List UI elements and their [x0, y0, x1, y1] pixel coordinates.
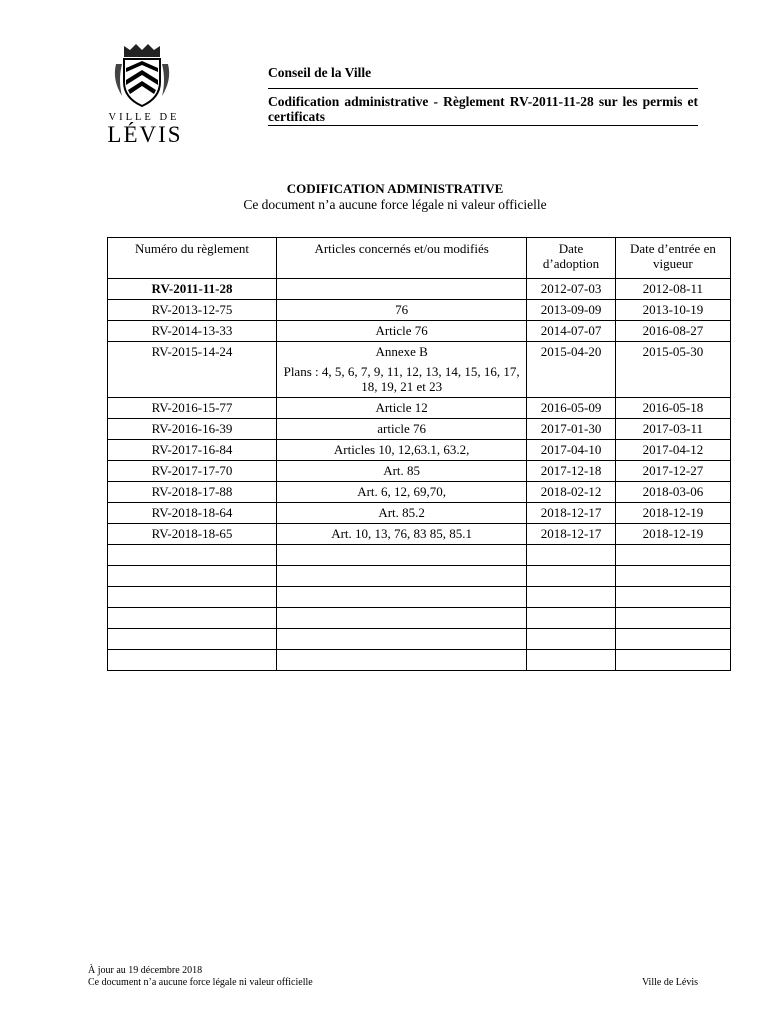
column-header: Date d’entrée en vigueur [615, 238, 730, 279]
regulation-number: RV-2017-16-84 [108, 440, 277, 461]
adoption-date: 2013-09-09 [527, 300, 616, 321]
coat-of-arms-icon [110, 44, 174, 112]
effective-date: 2018-12-19 [615, 524, 730, 545]
logo-line2: LÉVIS [107, 122, 183, 147]
city-logo [100, 44, 196, 148]
table-header-row [108, 238, 731, 279]
empty-cell [108, 608, 277, 629]
table-row [108, 398, 731, 419]
empty-cell [615, 650, 730, 671]
page-subtitle: Ce document n’a aucune force légale ni valeur officielle [243, 197, 547, 212]
empty-cell [615, 545, 730, 566]
effective-date: 2016-08-27 [615, 321, 730, 342]
effective-date: 2017-04-12 [615, 440, 730, 461]
empty-row [108, 587, 731, 608]
articles-text: Annexe B [375, 344, 428, 359]
articles-cell: article 76 [277, 419, 527, 440]
effective-date: 2017-03-11 [615, 419, 730, 440]
regulation-number: RV-2017-17-70 [108, 461, 277, 482]
table-row [108, 279, 731, 300]
empty-cell [277, 629, 527, 650]
footer-updated: À jour au 19 décembre 2018 [88, 965, 203, 976]
footer-org: Ville de Lévis [641, 977, 698, 988]
regulation-number: RV-2014-13-33 [108, 321, 277, 342]
articles-cell: Art. 85.2 [277, 503, 527, 524]
empty-row [108, 608, 731, 629]
adoption-date: 2017-01-30 [527, 419, 616, 440]
regulation-number: RV-2011-11-28 [108, 279, 277, 300]
empty-cell [108, 545, 277, 566]
empty-cell [527, 629, 616, 650]
effective-date: 2012-08-11 [615, 279, 730, 300]
effective-date: 2013-10-19 [615, 300, 730, 321]
table-row [108, 440, 731, 461]
articles-cell: Art. 10, 13, 76, 83 85, 85.1 [277, 524, 527, 545]
empty-cell [527, 608, 616, 629]
empty-cell [108, 587, 277, 608]
footer-disclaimer: Ce document n’a aucune force légale ni valeur officielle [88, 977, 313, 988]
header-rule [268, 88, 698, 89]
effective-date: 2015-05-30 [615, 342, 730, 398]
adoption-date: 2018-12-17 [527, 503, 616, 524]
table-row [108, 321, 731, 342]
empty-cell [615, 587, 730, 608]
empty-row [108, 650, 731, 671]
empty-cell [615, 629, 730, 650]
header-rule [268, 125, 698, 126]
column-header: Articles concernés et/ou modifiés [277, 238, 527, 279]
empty-cell [277, 650, 527, 671]
empty-cell [108, 566, 277, 587]
empty-cell [277, 608, 527, 629]
adoption-date: 2017-12-18 [527, 461, 616, 482]
table-row [108, 419, 731, 440]
adoption-date: 2015-04-20 [527, 342, 616, 398]
articles-cell: Articles 10, 12,63.1, 63.2, [277, 440, 527, 461]
table-row [108, 342, 731, 398]
adoption-date: 2018-02-12 [527, 482, 616, 503]
regulation-subject: Codification administrative - Règlement RV-2011-11-28 sur les permis et certificats [268, 94, 698, 124]
table-row [108, 461, 731, 482]
articles-cell: Art. 6, 12, 69,70, [277, 482, 527, 503]
effective-date: 2016-05-18 [615, 398, 730, 419]
regulation-number: RV-2018-18-65 [108, 524, 277, 545]
regulation-number: RV-2016-15-77 [108, 398, 277, 419]
table-row [108, 300, 731, 321]
regulation-number: RV-2018-17-88 [108, 482, 277, 503]
empty-cell [277, 545, 527, 566]
empty-cell [108, 650, 277, 671]
empty-cell [615, 608, 730, 629]
amendments-table [107, 237, 731, 671]
column-header: Date d’adoption [527, 238, 616, 279]
empty-cell [527, 566, 616, 587]
articles-cell [277, 279, 527, 300]
effective-date: 2018-03-06 [615, 482, 730, 503]
regulation-number: RV-2015-14-24 [108, 342, 277, 398]
articles-plans: Plans : 4, 5, 6, 7, 9, 11, 12, 13, 14, 15, 16, 17, 18, 19, 21 et 23 [283, 364, 520, 394]
council-name: Conseil de la Ville [268, 65, 372, 80]
articles-cell: Art. 85 [277, 461, 527, 482]
table-row [108, 482, 731, 503]
logo-line1: VILLE DE [108, 112, 180, 123]
document-header [268, 64, 698, 126]
column-header: Numéro du règlement [108, 238, 277, 279]
adoption-date: 2018-12-17 [527, 524, 616, 545]
table-row [108, 524, 731, 545]
effective-date: 2018-12-19 [615, 503, 730, 524]
page-title: CODIFICATION ADMINISTRATIVE [286, 181, 504, 196]
articles-cell: Article 12 [277, 398, 527, 419]
regulation-number: RV-2013-12-75 [108, 300, 277, 321]
empty-cell [527, 545, 616, 566]
empty-cell [277, 566, 527, 587]
articles-cell: 76 [277, 300, 527, 321]
page-footer [88, 965, 698, 989]
empty-row [108, 629, 731, 650]
articles-cell [277, 342, 527, 398]
effective-date: 2017-12-27 [615, 461, 730, 482]
empty-cell [615, 566, 730, 587]
empty-row [108, 545, 731, 566]
empty-cell [108, 629, 277, 650]
empty-cell [527, 587, 616, 608]
empty-row [108, 566, 731, 587]
adoption-date: 2017-04-10 [527, 440, 616, 461]
adoption-date: 2016-05-09 [527, 398, 616, 419]
empty-cell [277, 587, 527, 608]
table-row [108, 503, 731, 524]
articles-cell: Article 76 [277, 321, 527, 342]
empty-cell [527, 650, 616, 671]
adoption-date: 2012-07-03 [527, 279, 616, 300]
regulation-number: RV-2018-18-64 [108, 503, 277, 524]
regulation-number: RV-2016-16-39 [108, 419, 277, 440]
adoption-date: 2014-07-07 [527, 321, 616, 342]
